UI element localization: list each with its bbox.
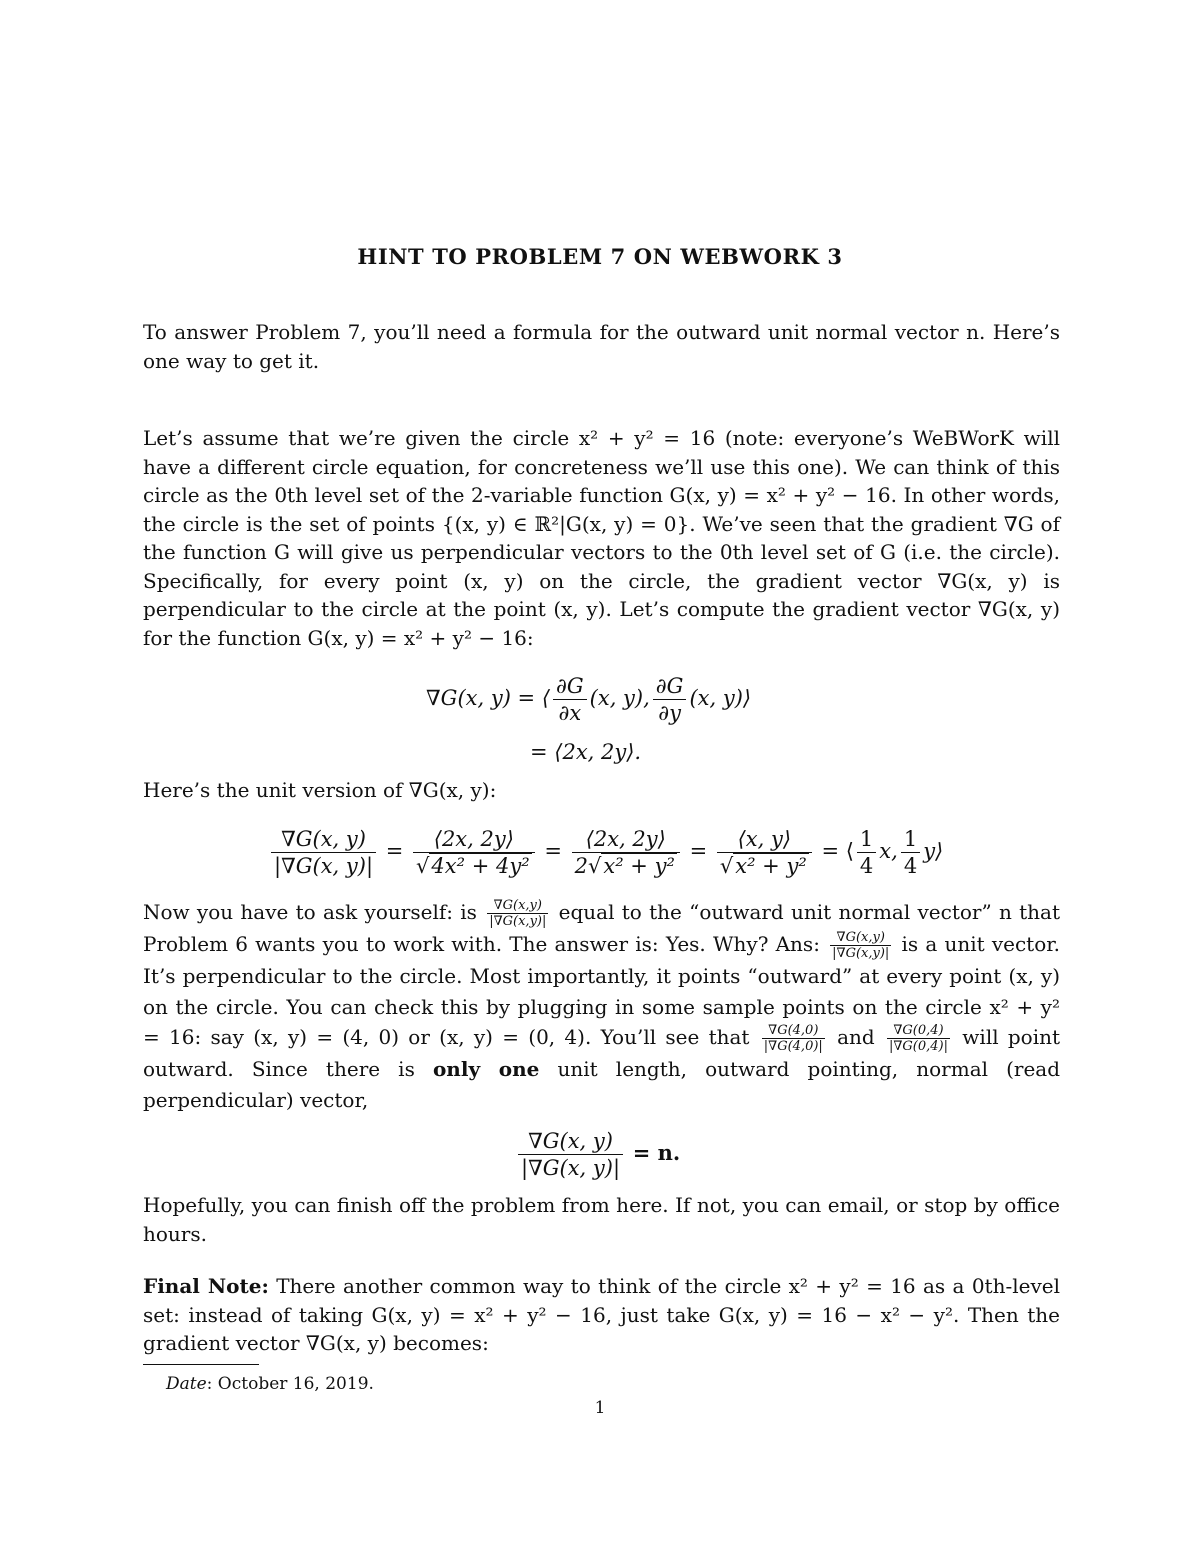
circle-paragraph: Let’s assume that we’re given the circle x² + y² = 16 (note: everyone’s WeBWorK will have a different circle equation, for concreteness we’ll use this one). We can think of this circle as the 0th level set of the 2-variable function G(x, y) = x² + y² − 16. In other words, the circle is the set of points {(x, y) ∈ ℝ²|G(x, y) = 0}. We’ve seen that the gradient ∇G of the function G will give us perpendicular vectors to the 0th level set of G (i.e. the circle). Specifically, for every point (x, y) on the circle, the gradient vector ∇G(x, y) is perpendicular to the circle at the point (x, y). Let’s compute the gradient vector ∇G(x, y) for the function G(x, y) = x² + y² − 16: [143,426,1060,650]
final-note-text: There another common way to think of the circle x² + y² = 16 as a 0th-level set: instead of taking G(x, y) = x² + y² − 16, just take G(x, y) = 16 − x² − y². Then the gradient vector ∇G(x, y) becomes: [143,1274,1060,1355]
final-note-paragraph [143,1272,1060,1358]
inline-fraction-4 [887,1023,950,1054]
unit-fraction-1 [271,826,376,879]
emphasis-text: only one [432,1057,540,1081]
fraction-denominator [717,853,812,879]
partial-x-fraction [553,673,587,726]
closing-paragraph: Hopefully, you can finish off the problem from here. If not, you can email, or stop by office hours. [143,1193,1060,1246]
unit-open-bracket: = ⟨ [821,839,854,863]
para-text: unit length, outward pointing, normal (read perpendicular) vector, [143,1057,1061,1112]
page-title: HINT TO PROBLEM 7 ON WEBWORK 3 [357,244,843,269]
footnote-text: : October 16, 2019. [206,1374,374,1394]
fraction-denominator: |∇G(0,4)| [888,1039,949,1054]
fraction-numerator: ∇G(x, y) [518,1128,623,1155]
fraction-denominator: |∇G(x,y)| [832,946,890,961]
footnote-divider [143,1364,259,1365]
inline-fraction-3 [762,1023,825,1054]
para-text: Now you have to ask yourself: is [143,900,477,924]
fraction-denominator: 4 [859,854,874,878]
quarter-fraction-1 [857,826,876,879]
unit-fraction-3 [572,826,680,879]
fraction-denominator: |∇G(4,0)| [763,1039,823,1054]
fraction-denominator [413,853,535,879]
unit-y-term: y⟩ [923,839,944,863]
gradient-mid: (x, y), [589,686,650,710]
fraction-numerator: ∇G(x,y) [830,930,891,946]
footnote-label: Date [166,1374,207,1394]
fraction-denominator: ∂x [558,701,582,725]
intro-paragraph: To answer Problem 7, you’ll need a formula for the outward unit normal vector n. Here’s one way to get it. [143,320,1060,373]
final-note-label: Final Note: [143,1274,269,1298]
normal-fraction [518,1128,623,1181]
para-text: equal to the “outward unit normal vector” n that Problem 6 wants you to work with. The answer is: Yes. Why? Ans: [143,900,1061,956]
equals-sign: = [385,839,404,863]
sqrt-sign: 2√ [574,854,602,878]
unit-fraction-4 [717,826,812,879]
gradient-tail: (x, y)⟩ [689,686,752,710]
fraction-numerator: ∇G(x,y) [487,898,548,914]
unit-version-intro: Here’s the unit version of ∇G(x, y): [143,778,497,802]
fraction-denominator: |∇G(x,y)| [489,914,547,929]
gradient-lhs: ∇G(x, y) = ⟨ [426,686,551,710]
fraction-numerator: 1 [901,826,920,853]
footnote [166,1374,374,1394]
equals-sign: = [544,839,562,863]
partial-y-fraction [653,673,687,726]
sqrt-body: x² + y² [603,854,675,878]
outward-normal-paragraph [143,897,1060,1115]
fraction-numerator: 1 [857,826,876,853]
fraction-numerator: ∇G(x, y) [271,826,376,853]
sqrt-sign: √ [719,854,734,878]
fraction-numerator: ∇G(4,0) [762,1023,825,1039]
fraction-numerator: ⟨2x, 2y⟩ [413,826,535,853]
fraction-denominator: |∇G(x, y)| [521,1156,621,1180]
normal-rhs: = n. [632,1140,681,1165]
equals-sign: = [689,839,708,863]
fraction-denominator: |∇G(x, y)| [274,854,374,878]
sqrt-body: 4x² + 4y² [431,854,530,878]
sqrt-sign: √ [416,854,430,878]
fraction-numerator: ⟨2x, 2y⟩ [572,826,680,853]
inline-fraction-2 [830,930,891,961]
fraction-denominator: ∂y [658,701,681,725]
page-number: 1 [594,1398,606,1418]
fraction-numerator: ⟨x, y⟩ [717,826,812,853]
inline-fraction-1 [487,898,548,929]
fraction-denominator: 4 [903,854,918,878]
quarter-fraction-2 [901,826,920,879]
fraction-numerator: ∂G [553,673,587,700]
sqrt-body: x² + y² [735,854,807,878]
para-text: is a unit vector. It’s perpendicular to the circle. Most importantly, it points “outward” at every point (x, y) on the circle. You can check this by plugging in some sample points on the circle x² + y² = 16: say (x, y) = (4, 0) or (x, y) = (0, 4). You’ll see that [143,932,1060,1049]
para-text: and [837,1025,875,1049]
unit-fraction-2 [413,826,535,879]
fraction-denominator [572,853,680,879]
unit-x-term: x, [879,839,898,863]
para-text: will point outward. Since there is [143,1025,1061,1081]
fraction-numerator: ∂G [653,673,687,700]
gradient-result: = ⟨2x, 2y⟩. [530,740,642,764]
fraction-numerator: ∇G(0,4) [887,1023,950,1039]
